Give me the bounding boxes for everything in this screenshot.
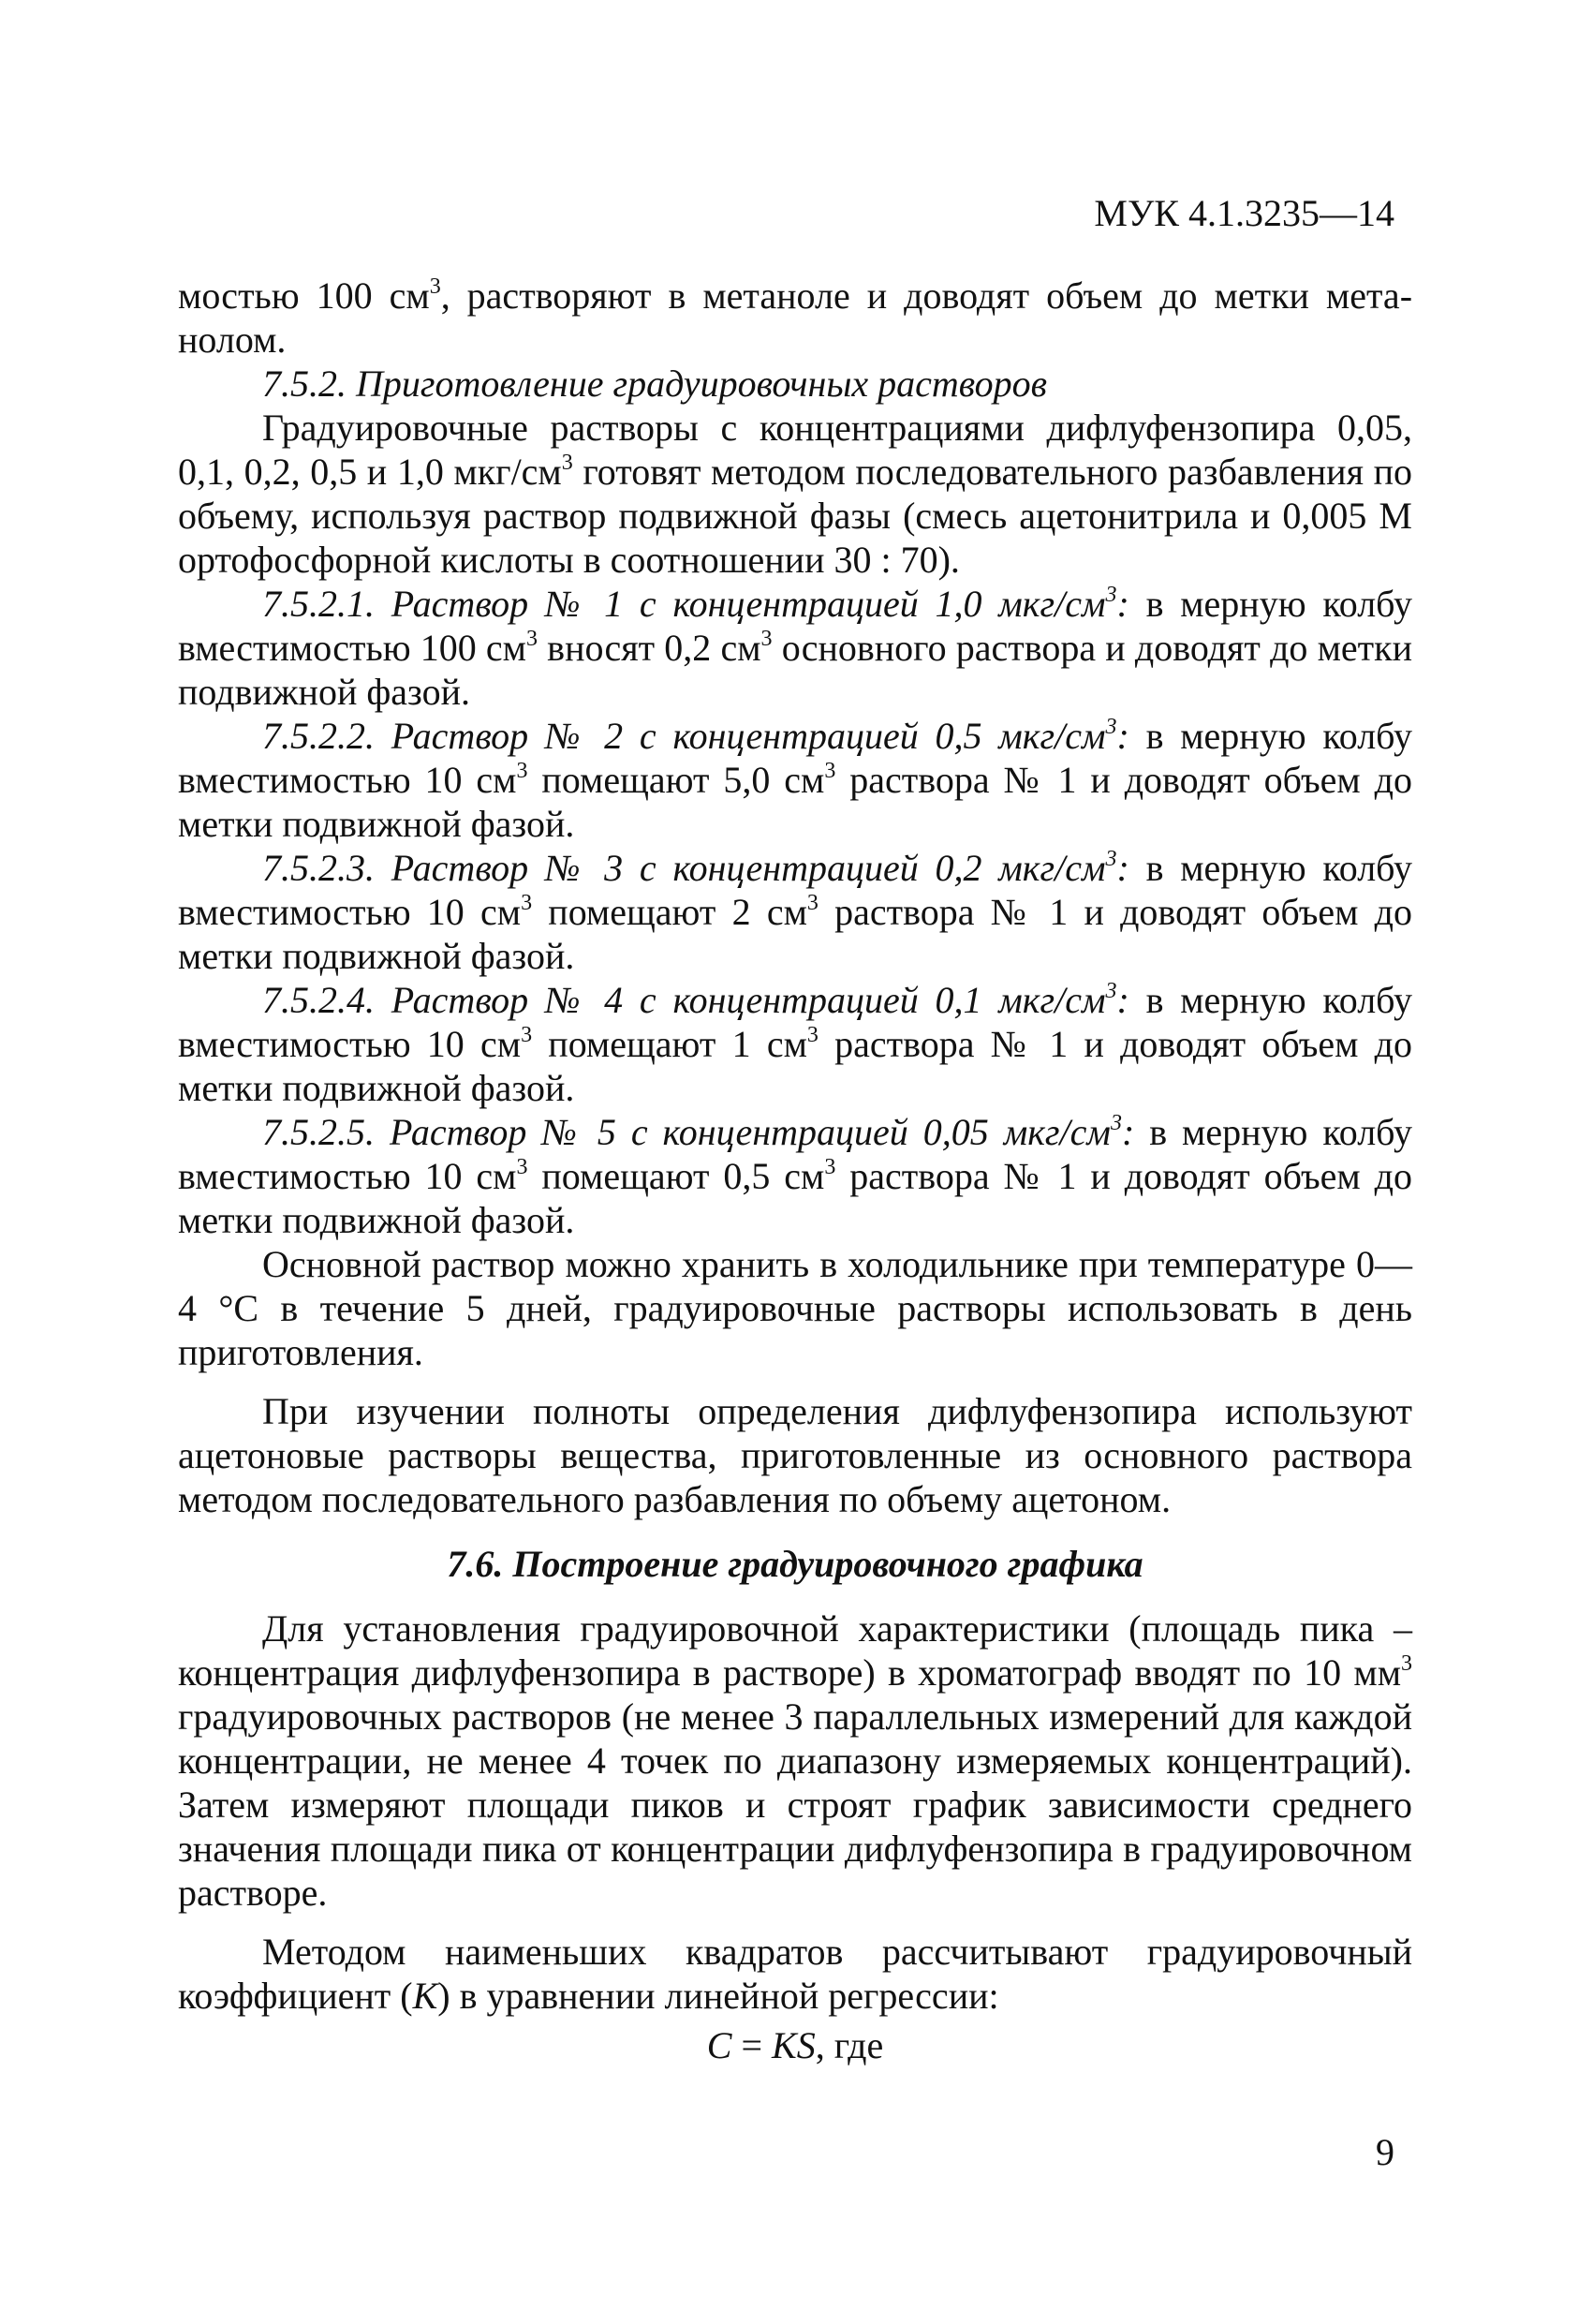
item-label: 7.5.2.5. Раствор № 5 с концентрацией 0,05 мкг/см [262, 1111, 1111, 1153]
superscript: 3 [806, 890, 819, 915]
superscript: 3 [1110, 1110, 1122, 1135]
superscript: 3 [561, 450, 573, 475]
formula-equals: = [731, 2024, 773, 2066]
superscript: 3 [806, 1022, 819, 1047]
paragraph-solution-5 [178, 1110, 1412, 1242]
text-run: помещают 5,0 см [527, 759, 825, 801]
item-label: 7.5.2.2. Раствор № 2 с концентрацией 0,5 мкг/см [262, 715, 1106, 757]
paragraph-continuation [178, 274, 1412, 362]
regression-formula [178, 2023, 1412, 2067]
superscript: 3 [1105, 582, 1117, 607]
text-run: раствора № 1 и доводят объем до метки подвижной фазой. [178, 1155, 1413, 1241]
paragraph-calibration-curve [178, 1606, 1412, 1915]
text-run: , растворяют в метаноле и доводят объем до метки метанолом. [178, 274, 1413, 361]
paragraph-recovery: При изучении полноты определения дифлуфензопира используют ацетоновые растворы вещества, приготовленные из основного раствора методом последовательного разбавления по объему ацетоном. [178, 1390, 1412, 1520]
text-run: Градуировочные растворы с концентрациями дифлуфензопира 0,05, 0,1, 0,2, 0,5 и 1,0 мкг/см [178, 407, 1412, 493]
text-run: раствора № 1 и доводят объем до метки подвижной фазой. [178, 759, 1413, 845]
formula-variable-c: C [706, 2024, 732, 2066]
superscript: 3 [824, 1154, 836, 1179]
text-run: в мерную колбу вместимостью 10 см [178, 979, 1413, 1065]
formula-variable-ks: KS [772, 2024, 816, 2066]
superscript: 3 [760, 626, 773, 651]
superscript: 3 [429, 274, 441, 299]
text-run: готовят методом последовательного разбавления по объему, используя раствор подвижной фазы (смесь ацетонитрила и 0,005 М ортофосфорной кислоты в соотношении 30 : 70). [178, 451, 1412, 581]
subsection-title-7-5-2 [178, 362, 1412, 406]
paragraph-solution-2 [178, 714, 1412, 846]
paragraph-least-squares [178, 1930, 1412, 2018]
paragraph-calibration-solutions [178, 406, 1412, 582]
text-run: градуировочных растворов (не менее 3 параллельных измерений для каждой концентрации, не менее 4 точек по диапазону измеряемых концентраций). Затем измеряют площади пиков и строят график зависимости среднего значения площади пика от концентрации дифлуфензопира в градуировочном растворе. [178, 1695, 1412, 1914]
page-number: 9 [1376, 2131, 1394, 2173]
superscript: 3 [516, 758, 528, 783]
paragraph-solution-3 [178, 846, 1412, 978]
item-label: 7.5.2.3. Раствор № 3 с концентрацией 0,2 мкг/см [262, 847, 1106, 889]
paragraph-solution-4 [178, 978, 1412, 1110]
text-run: вносят 0,2 см [538, 627, 761, 669]
text-run: основного раствора и доводят до метки подвижной фазой. [178, 627, 1412, 713]
colon: : [1116, 979, 1129, 1021]
superscript: 3 [516, 1154, 528, 1179]
text-run: в мерную колбу вместимостью 10 см [178, 715, 1413, 801]
text-run: в мерную колбу вместимостью 10 см [178, 1111, 1413, 1197]
superscript: 3 [526, 626, 538, 651]
colon: : [1116, 847, 1129, 889]
section-heading-7-6: 7.6. Построение градуировочного графика [447, 1543, 1143, 1585]
text-run: ) в уравнении линейной регрессии: [437, 1975, 999, 2017]
coefficient-symbol: K [412, 1975, 438, 2017]
text-run: Для установления градуировочной характеристики (площадь пика – концентрация дифлуфензопира в растворе) в хроматограф вводят по 10 мм [178, 1607, 1412, 1694]
body-text [178, 274, 1412, 2067]
superscript: 3 [1105, 978, 1117, 1003]
paragraph-solution-1 [178, 582, 1412, 714]
colon: : [1116, 715, 1129, 757]
superscript: 3 [1105, 714, 1117, 739]
text-run: мостью 100 см [178, 274, 430, 317]
colon: : [1121, 1111, 1135, 1153]
superscript: 3 [1105, 846, 1117, 871]
document-code-header: МУК 4.1.3235—14 [1094, 192, 1394, 234]
item-label: 7.5.2.1. Раствор № 1 с концентрацией 1,0 мкг/см [262, 583, 1106, 625]
text-run: раствора № 1 и доводят объем до метки подвижной фазой. [178, 891, 1413, 977]
text-run: раствора № 1 и доводят объем до метки подвижной фазой. [178, 1023, 1413, 1109]
superscript: 3 [521, 890, 533, 915]
superscript: 3 [521, 1022, 533, 1047]
superscript: 3 [1401, 1650, 1412, 1676]
formula-rest: , где [815, 2024, 884, 2066]
item-label: 7.5.2.4. Раствор № 4 с концентрацией 0,1 мкг/см [262, 979, 1106, 1021]
superscript: 3 [824, 758, 836, 783]
text-run: помещают 1 см [532, 1023, 807, 1065]
text-run: в мерную колбу вместимостью 10 см [178, 847, 1413, 933]
colon: : [1116, 583, 1129, 625]
text-run: помещают 0,5 см [527, 1155, 825, 1197]
text-run: помещают 2 см [532, 891, 807, 933]
text-run: в мерную колбу вместимостью 100 см [178, 583, 1413, 669]
text-run: Методом наименьших квадратов рассчитывают градуировочный коэффициент ( [178, 1931, 1412, 2017]
paragraph-storage: Основной раствор можно хранить в холодильнике при температуре 0—4 °С в течение 5 дней, градуировочные растворы использовать в день приготовления. [178, 1243, 1412, 1373]
subsection-title-text: 7.5.2. Приготовление градуировочных растворов [262, 363, 1048, 405]
